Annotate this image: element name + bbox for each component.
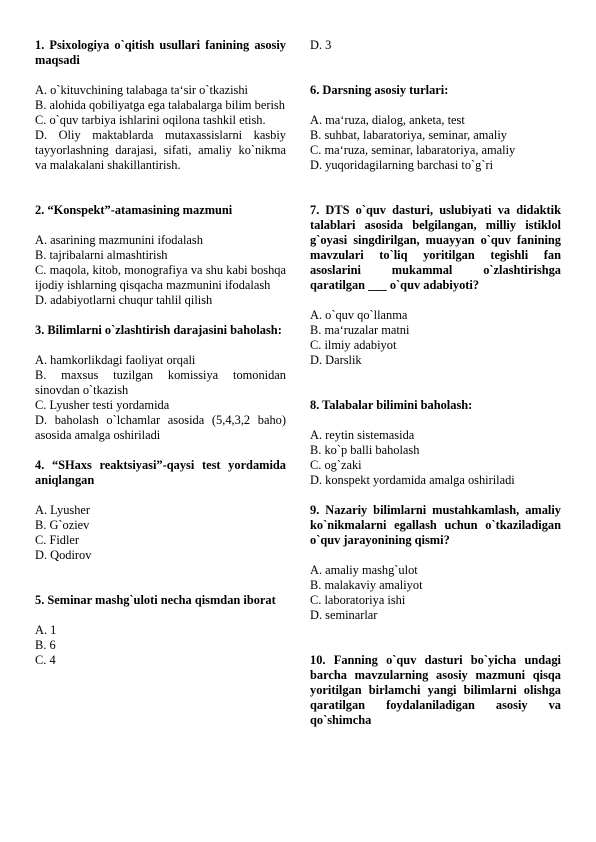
question-5-continued bbox=[310, 38, 561, 53]
option-b: B. G`oziev bbox=[35, 518, 90, 532]
option-b: B. suhbat, labaratoriya, seminar, amaliy bbox=[310, 128, 508, 142]
right-column bbox=[310, 38, 561, 728]
question-1 bbox=[35, 38, 286, 173]
option-c: C. Lyusher testi yordamida bbox=[35, 398, 170, 412]
option-c: C. ma‘ruza, seminar, labaratoriya, amaliy bbox=[310, 143, 516, 157]
option-a: A. hamkorlikdagi faoliyat orqali bbox=[35, 353, 196, 367]
option-a: A. reytin sistemasida bbox=[310, 428, 415, 442]
option-a: A. ma‘ruza, dialog, anketa, test bbox=[310, 113, 465, 127]
option-c: C. laboratoriya ishi bbox=[310, 593, 406, 607]
option-d: D. Qodirov bbox=[35, 548, 92, 562]
question-title: 3. Bilimlarni o`zlashtirish darajasini baholash: bbox=[35, 323, 282, 337]
option-a: A. 1 bbox=[35, 623, 57, 637]
question-title: 7. DTS o`quv dasturi, uslubiyati va didaktik talablari asosida belgilangan, milliy istiklol g`oyasi singdirilgan, muayyan o`quv fanining mavzulari to`liq yoritilgan tegishli fan asoslarini mukammal o`zlashtirishga qaratilgan ___ o`quv adabiyoti? bbox=[310, 203, 561, 292]
option-d: D. Darslik bbox=[310, 353, 362, 367]
question-3 bbox=[35, 323, 286, 443]
option-c: C. ilmiy adabiyot bbox=[310, 338, 397, 352]
option-c: C. o`quv tarbiya ishlarini oqilona tashkil etish. bbox=[35, 113, 266, 127]
question-9 bbox=[310, 503, 561, 623]
question-title: 10. Fanning o`quv dasturi bo`yicha undagi barcha mavzularning asosiy mazmuni qisqa yoritilgan birlamchi yangi bilimlarni olishga qaratilgan foydalaniladigan asosiy va qo`shimcha bbox=[310, 653, 561, 727]
option-d: D. yuqoridagilarning barchasi to`g`ri bbox=[310, 158, 494, 172]
question-title: 4. “SHaxs reaktsiyasi”-qaysi test yordamida aniqlangan bbox=[35, 458, 286, 487]
question-title: 5. Seminar mashg`uloti necha qismdan iborat bbox=[35, 593, 276, 607]
option-a: A. asarining mazmunini ifodalash bbox=[35, 233, 203, 247]
option-d: D. 3 bbox=[310, 38, 332, 52]
question-2 bbox=[35, 203, 286, 308]
option-d: D. baholash o`lchamlar asosida (5,4,3,2 baho) asosida amalga oshiriladi bbox=[35, 413, 286, 442]
option-a: A. amaliy mashg`ulot bbox=[310, 563, 418, 577]
option-d: D. konspekt yordamida amalga oshiriladi bbox=[310, 473, 515, 487]
question-4 bbox=[35, 458, 286, 563]
option-c: C. maqola, kitob, monografiya va shu kabi boshqa ijodiy ishlarning qisqacha mazmunini ifodalash bbox=[35, 263, 286, 292]
question-title: 1. Psixologiya o`qitish usullari fanining asosiy maqsadi bbox=[35, 38, 286, 67]
option-b: B. tajribalarni almashtirish bbox=[35, 248, 168, 262]
question-title: 6. Darsning asosiy turlari: bbox=[310, 83, 449, 97]
question-8 bbox=[310, 398, 561, 488]
option-c: C. Fidler bbox=[35, 533, 80, 547]
question-title: 9. Nazariy bilimlarni mustahkamlash, amaliy ko`nikmalarni egallash uchun o`tkaziladigan o`quv jarayonining qismi? bbox=[310, 503, 561, 547]
option-c: C. 4 bbox=[35, 653, 56, 667]
option-a: A. o`quv qo`llanma bbox=[310, 308, 408, 322]
option-b: B. alohida qobiliyatga ega talabalarga bilim berish bbox=[35, 98, 285, 112]
left-column bbox=[35, 38, 286, 668]
question-6 bbox=[310, 83, 561, 173]
question-title: 2. “Konspekt”-atamasining mazmuni bbox=[35, 203, 233, 217]
question-7 bbox=[310, 203, 561, 368]
option-b: B. malakaviy amaliyot bbox=[310, 578, 423, 592]
option-b: B. ma‘ruzalar matni bbox=[310, 323, 410, 337]
option-a: A. o`kituvchining talabaga ta‘sir o`tkazishi bbox=[35, 83, 248, 97]
option-b: B. 6 bbox=[35, 638, 56, 652]
option-b: B. ko`p balli baholash bbox=[310, 443, 420, 457]
option-d: D. seminarlar bbox=[310, 608, 378, 622]
question-10 bbox=[310, 653, 561, 728]
option-b: B. maxsus tuzilgan komissiya tomonidan sinovdan o`tkazish bbox=[35, 368, 286, 397]
option-d: D. Oliy maktablarda mutaxassislarni kasbiy tayyorlashning darajasi, sifati, amaliy ko`nikma va malakalani shakillantirish. bbox=[35, 128, 286, 172]
question-title: 8. Talabalar bilimini baholash: bbox=[310, 398, 473, 412]
option-a: A. Lyusher bbox=[35, 503, 91, 517]
option-d: D. adabiyotlarni chuqur tahlil qilish bbox=[35, 293, 213, 307]
option-c: C. og`zaki bbox=[310, 458, 362, 472]
question-5 bbox=[35, 593, 286, 668]
